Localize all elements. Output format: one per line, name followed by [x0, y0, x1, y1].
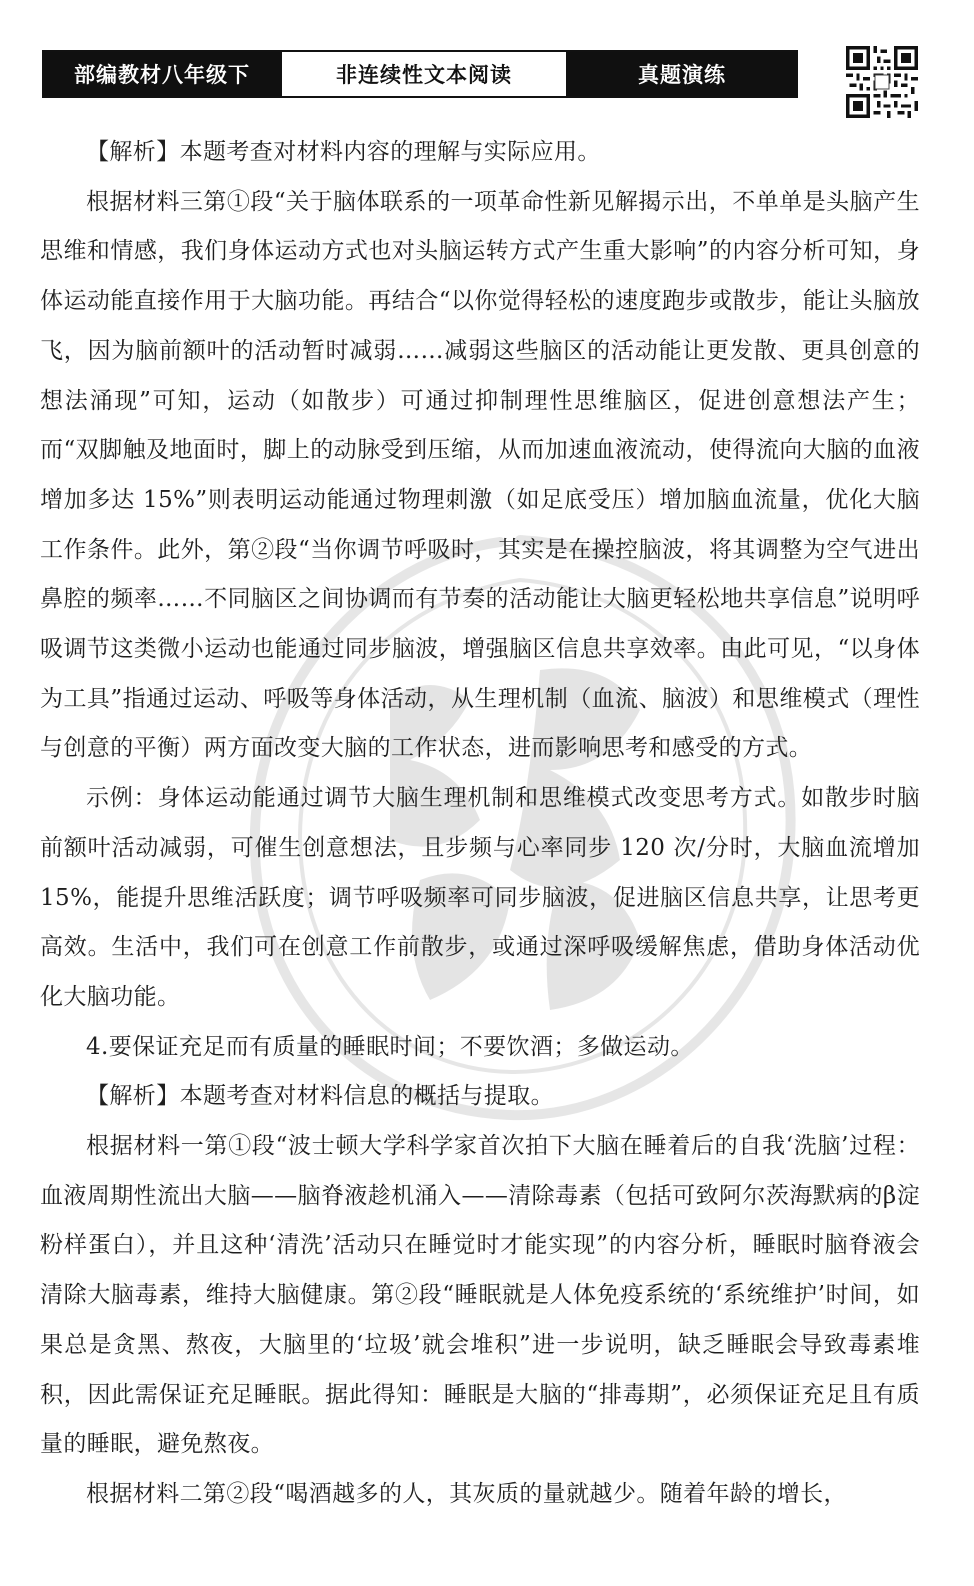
paragraph-material2-analysis: 根据材料二第②段“喝酒越多的人，其灰质的量就越少。随着年龄的增长， [86, 1480, 847, 1507]
paragraph-analysis-4: 【解析】本题考查对材料信息的概括与提取。 [86, 1083, 554, 1110]
qr-code-icon[interactable] [846, 46, 918, 118]
paragraph-material3-analysis: 根据材料三第①段“关于脑体联系的一项革命性新见解揭示出，不单单是头脑产生思维和情感，我们身体运动方式也对头脑运转方式产生重大影响”的内容分析可知，身体运动能直接作用于大脑功能。再结合“以你觉得轻松的速度跑步或散步，能让头脑放飞，因为脑前额叶的活动暂时减弱……减弱这些脑区的活动能让更发散、更具创意的想法涌现”可知，运动（如散步）可通过抑制理性思维脑区，促进创意想法产生；而“双脚触及地面时，脚上的动脉受到压缩，从而加速血液流动，使得流向大脑的血液增加多达 15%”则表明运动能通过物理刺激（如足底受压）增加脑血流量，优化大脑工作条件。此外，第②段“当你调节呼吸时，其实是在操控脑波，将其调整为空气进出鼻腔的频率……不同脑区之间协调而有节奏的活动能让大脑更轻松地共享信息”说明呼吸调节这类微小运动也能通过同步脑波，增强脑区信息共享效率。由此可见，“以身体为工具”指通过运动、呼吸等身体活动，从生理机制（血流、脑波）和思维模式（理性与创意的平衡）两方面改变大脑的工作状态，进而影响思考和感受的方式。 [40, 188, 920, 762]
header-topic-label: 非连续性文本阅读 [280, 52, 568, 96]
document-body [40, 128, 920, 1520]
paragraph-answer-4: 4.要保证充足而有质量的睡眠时间；不要饮酒；多做运动。 [86, 1033, 694, 1060]
header-bar [42, 50, 798, 98]
header-section-label: 真题演练 [568, 52, 796, 96]
paragraph-example: 示例：身体运动能通过调节大脑生理机制和思维模式改变思考方式。如散步时脑前额叶活动减弱，可催生创意想法，且步频与心率同步 120 次/分时，大脑血流增加 15%，能提升思维活跃度；调节呼吸频率可同步脑波，促进脑区信息共享，让思考更高效。生活中，我们可在创意工作前散步，或通过深呼吸缓解焦虑，借助身体活动优化大脑功能。 [40, 785, 920, 1010]
paragraph-analysis-3: 【解析】本题考查对材料内容的理解与实际应用。 [86, 139, 601, 165]
paragraph-material1-analysis: 根据材料一第①段“波士顿大学科学家首次拍下大脑在睡着后的自我‘洗脑’过程：血液周期性流出大脑——脑脊液趁机涌入——清除毒素（包括可致阿尔茨海默病的β淀粉样蛋白），并且这种‘清洗’活动只在睡觉时才能实现”的内容分析，睡眠时脑脊液会清除大脑毒素，维持大脑健康。第②段“睡眠就是人体免疫系统的‘系统维护’时间，如果总是贪黑、熬夜，大脑里的‘垃圾’就会堆积”进一步说明，缺乏睡眠会导致毒素堆积，因此需保证充足睡眠。据此得知：睡眠是大脑的“排毒期”，必须保证充足且有质量的睡眠，避免熬夜。 [40, 1133, 920, 1458]
header-textbook-label: 部编教材八年级下 [44, 52, 280, 96]
